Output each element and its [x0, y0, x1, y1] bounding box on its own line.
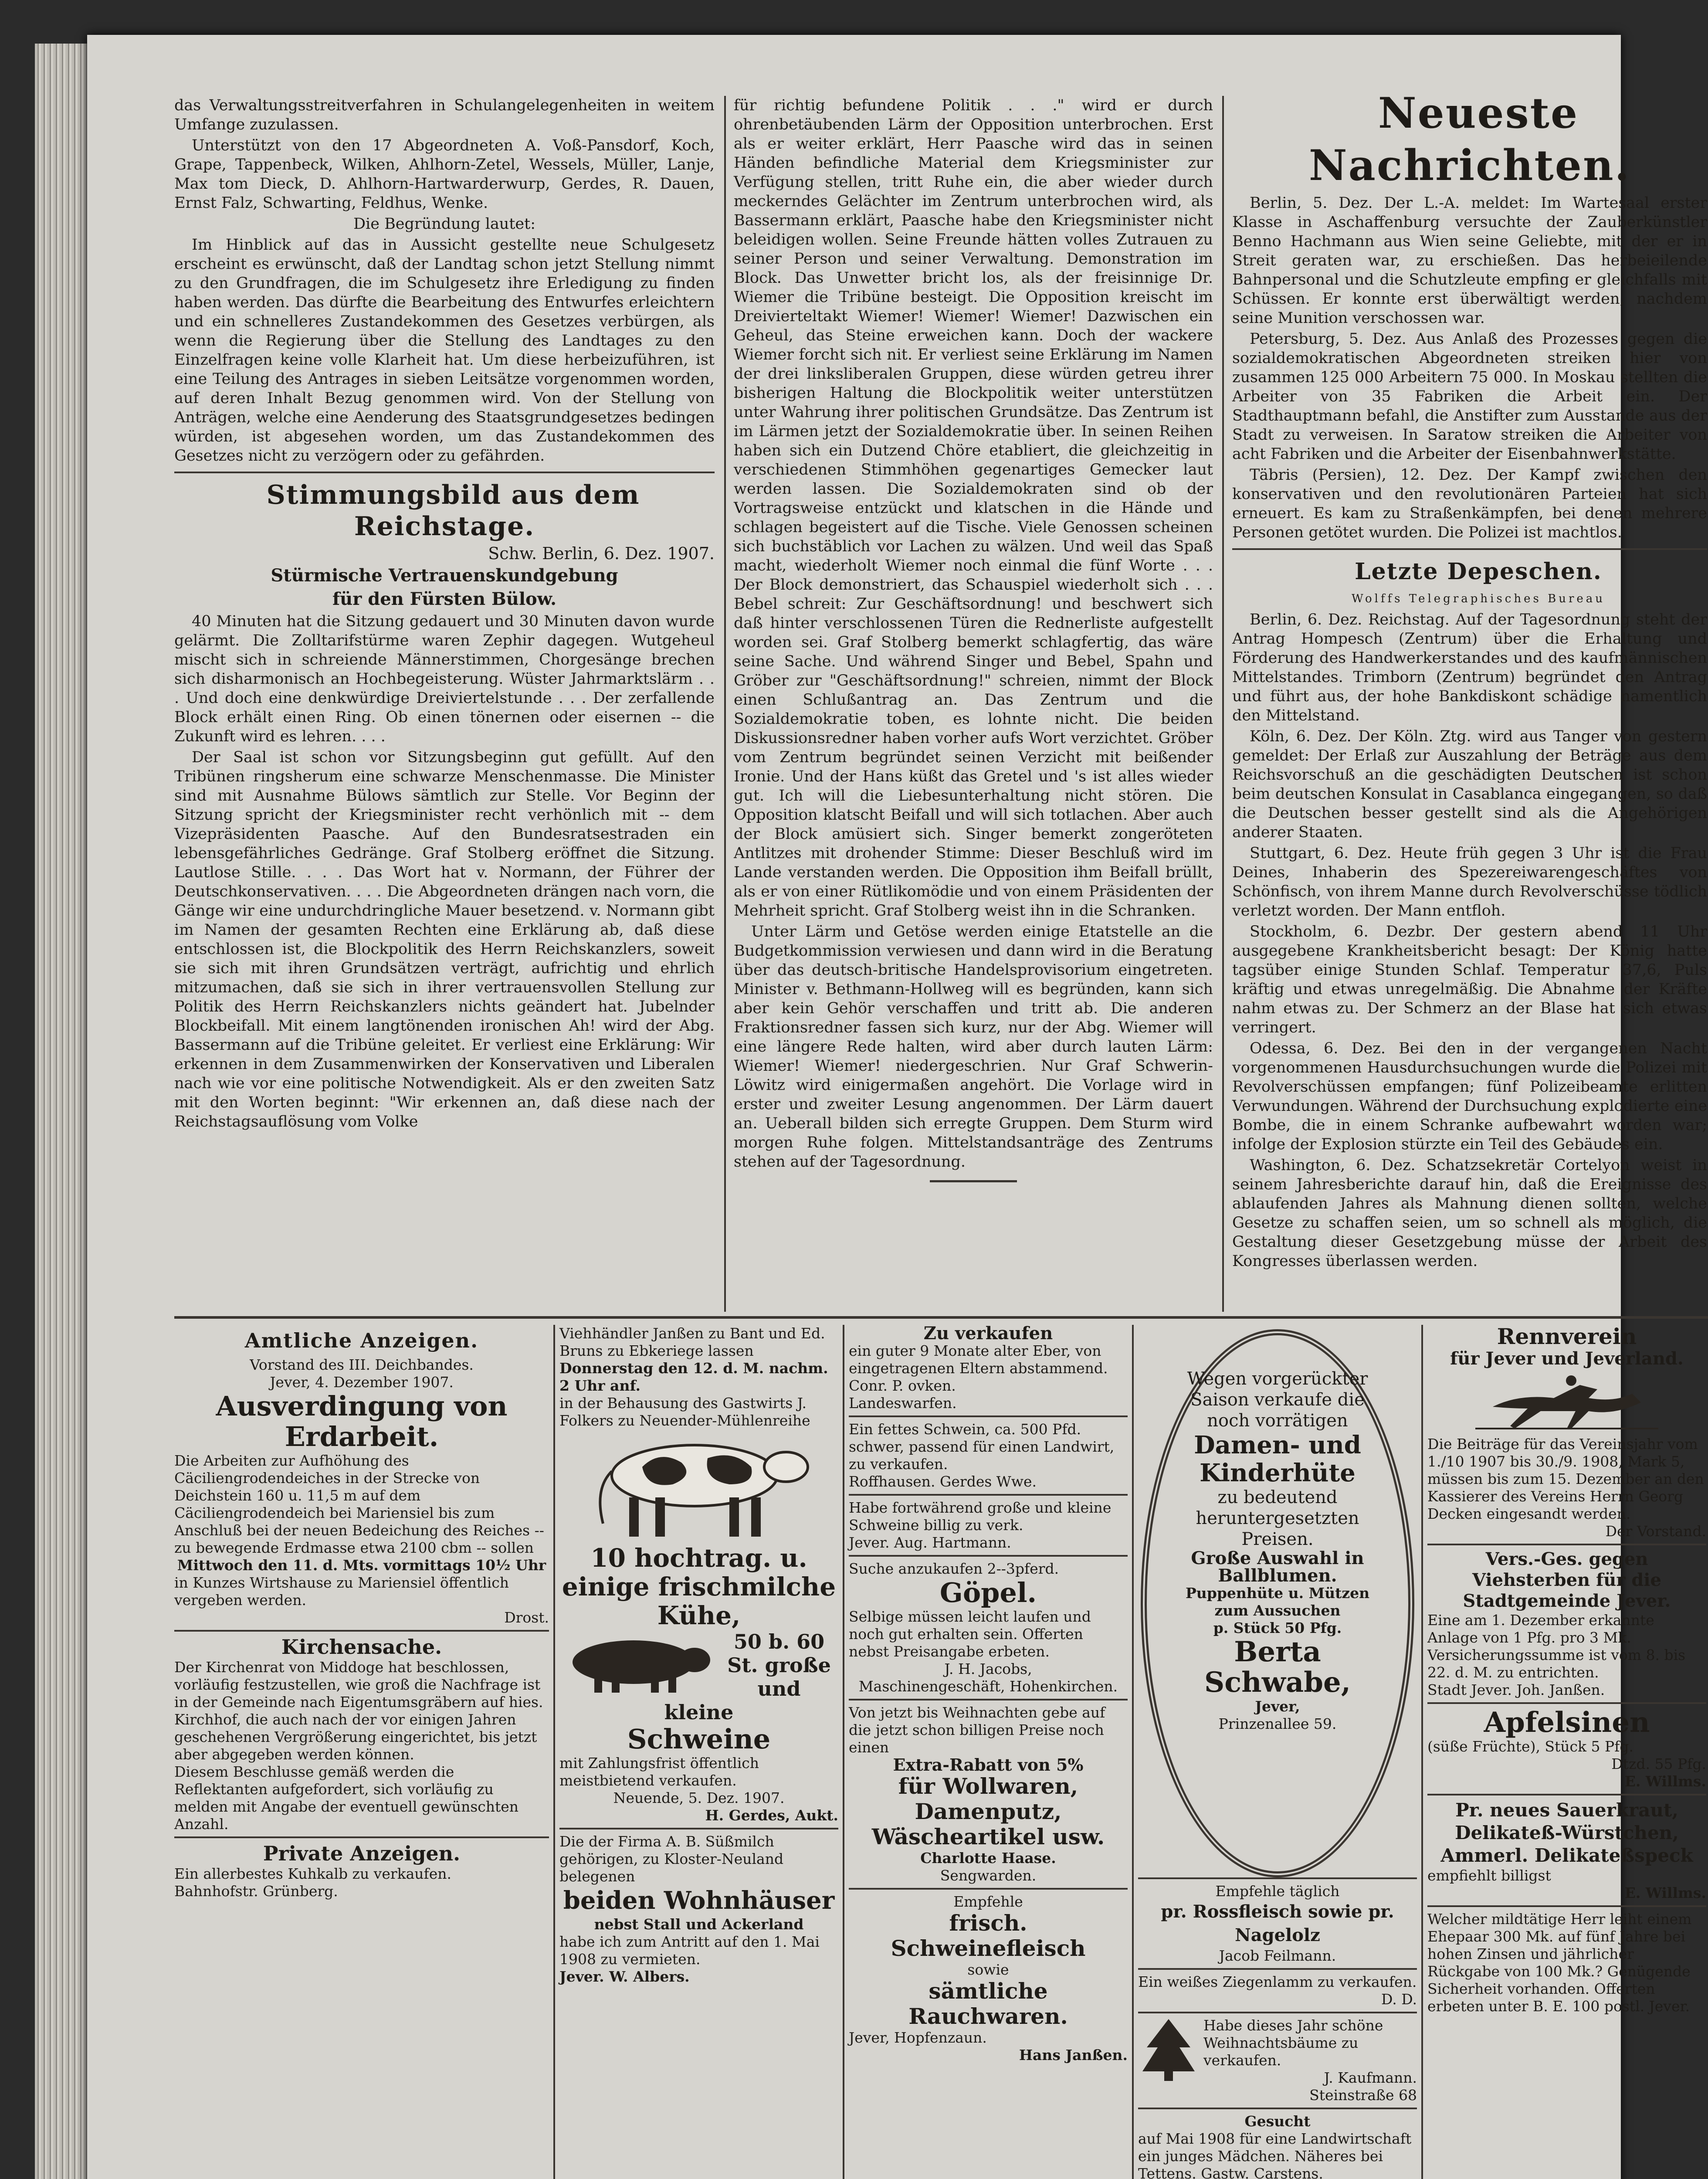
church-body: Der Kirchenrat von Middoge hat beschlossen, vorläufig festzustellen, wie groß die Nachfrage ist in der Gemeinde nach Eigentumsgräbern auf hies. Kirchhof, die auch nach der vor einigen Jahren geschehenen Vergrößerung eingerichtet, bis jetzt aber abgegeben werden können. [174, 1659, 543, 1763]
hat-ad [1169, 1368, 1386, 1733]
newspaper-page [87, 35, 1707, 2179]
sauerkraut-body: empfiehlt billigst [1427, 1867, 1551, 1884]
ad-column-2 [559, 1325, 838, 2179]
ad-divider [1138, 1877, 1417, 1879]
race-club-sign: Der Vorstand. [1605, 1523, 1706, 1540]
ad-divider [559, 1828, 838, 1829]
ad-column-3 [849, 1325, 1128, 2179]
rabatt-headline: für Wollwaren, Damenputz, Wäscheartikel usw. [871, 1773, 1105, 1850]
hat-l3: Puppenhüte u. Mützen zum Aussuchen [1185, 1585, 1370, 1619]
hat-street: Prinzenallee 59. [1218, 1715, 1337, 1732]
goepel-headline: Göpel. [939, 1577, 1037, 1609]
ad-divider [1138, 2012, 1417, 2013]
official-sign: Drost. [504, 1609, 549, 1626]
reichstag-subtitle-2: für den Fürsten Bülow. [332, 589, 557, 609]
boar-place: Landeswarfen. [849, 1395, 957, 1412]
hat-bold: Große Auswahl in Ballblumen. [1191, 1548, 1364, 1586]
small-ads-4 [1138, 1874, 1417, 2179]
trees-sign-2: Steinstraße 68 [1309, 2087, 1417, 2104]
wanted-body: auf Mai 1908 für eine Landwirtschaft ein junges Mädchen. Näheres bei [1138, 2130, 1412, 2165]
newest-news-title: Neueste Nachrichten. [1308, 88, 1631, 190]
oranges-body: (süße Früchte), Stück 5 Pfg. [1427, 1738, 1634, 1755]
rabatt-body: Von jetzt bis Weihnachten gebe auf die jetzt schon billigen Preise noch einen [849, 1704, 1105, 1756]
official-body: Die Arbeiten zur Aufhöhung des Cäciliengrodendeiches in der Strecke von Deichstein 160 u. 11,5 m auf dem Cäciliengrodendeich bei Mariensiel bis zum Anschluß bei der neuen Bedeichung des Reiches -- zu bewegende Erdmasse etwa 2100 cbm -- sollen [174, 1452, 544, 1556]
smoked-headline: sämtliche Rauchwaren. [908, 1978, 1068, 2029]
ad-rule-4 [1421, 1325, 1423, 2179]
cattle-date: Donnerstag den 12. d. M. nachm. 2 Uhr anf. [559, 1360, 828, 1394]
ad-divider [849, 1555, 1128, 1557]
cow-illustration [564, 1432, 834, 1541]
cattle-body: Viehhändler Janßen zu Bant und Ed. Bruns zu Ebkeriege lassen [559, 1325, 825, 1359]
tree-icon [1138, 2017, 1199, 2082]
houses-body: Die der Firma A. B. Süßmilch gehörigen, zu Kloster-Neuland belegenen [559, 1833, 784, 1885]
dispatch-koeln: Köln, 6. Dez. Der Köln. Ztg. wird aus Tanger von gestern gemeldet: Der Erlaß zur Auszahlung der Beträge aus dem Reichsvorschuß an die geschädigten Deutschen ist schon beim deutschen Konsulat in Casablanca eingegangen, so daß die Deutschen besser gestellt sind als die Angehörigen anderer Staaten. [1232, 728, 1707, 841]
hat-headline: Damen- und Kinderhüte [1194, 1431, 1361, 1487]
reichstag-final-paragraph: Unter Lärm und Getöse werden einige Etatstelle an die Budgetkommission verwiesen und dann wird in die Beratung über das deutsch-britische Handelsprovisorium eingetreten. Minister v. Bethmann-Hollweg will es begründen, kann sich aber kein Gehör verschaffen und tritt ab. Die anderen Fraktionsredner fassen sich kurz, nur der Abg. Wiemer will eine längere Rede halten, wird aber durch lauten Lärm: Wiemer! Wiemer! niedergeschrien. Nur Graf Schwerin-Löwitz wird einigermaßen angehört. Die Vorlage wird in erster und zweiter Lesung angenommen. Der Lärm dauert an. Ueberall bilden sich erregte Gruppen. Dem Sturm wird morgen Ruhe folgen. Mittelstandsanträge des Zentrums stehen auf der Tagesordnung. [734, 923, 1213, 1171]
oranges-headline: Apfelsinen [1484, 1706, 1650, 1739]
ad-divider [849, 1415, 1128, 1417]
insurance-title: Vers.-Ges. gegen Viehsterben für die Stadtgemeinde Jever. [1463, 1549, 1671, 1611]
reichstag-subtitle: Stürmische Vertrauenskundgebung [271, 565, 618, 586]
rabatt-bold: Extra-Rabatt von 5% [893, 1755, 1084, 1775]
dispatch-odessa: Odessa, 6. Dez. Bei den in der vergangenen Nacht vorgenommenen Hausdurchsuchungen wurde die Polizei mit Revolverschüssen empfangen; fünf Polizeibeamte erlitten Verwundungen. Während der Durchsuchung explodierte eine Bombe, die in einem Schranke aufbewahrt worden war; infolge der Explosion stürzte ein Teil des Gebäudes ein. [1232, 1040, 1707, 1153]
trees-body: Habe dieses Jahr schöne Weihnachtsbäume zu verkaufen. [1203, 2017, 1383, 2069]
cattle-body-2: in der Behausung des Gastwirts J. Folkers zu Neuender-Mühlenreihe [559, 1395, 810, 1429]
dispatch-berlin: Berlin, 6. Dez. Reichstag. Auf der Tagesordnung steht der Antrag Hompesch (Zentrum) über die Erhaltung und Förderung des Handwerkerstandes und des kaufmännischen Mittelstandes. Trimborn (Zentrum) begründet den Antrag und führt aus, der hohe Bankdiskont schädige namentlich den Mittelstand. [1232, 611, 1707, 724]
goepel-body: Selbige müssen leicht laufen und noch gut erhalten sein. Offerten nebst Preisangabe erbeten. [849, 1608, 1091, 1660]
calf-sign: Bahnhofstr. Grünberg. [174, 1883, 338, 1900]
goepel-sign-2: Maschinengeschäft, Hohenkirchen. [858, 1678, 1118, 1695]
meat-sign-2: Hans Janßen. [1019, 2047, 1128, 2064]
news-tabris: Täbris (Persien), 12. Dez. Der Kampf zwischen den konservativen und den revolutionären Parteien hat sich erneuert. Es kam zu Straßenkämpfen, bei denen mehrere Personen getötet wurden. Die Polizei ist machtlos. [1232, 466, 1707, 541]
ad-divider [849, 1699, 1128, 1700]
ad-divider [849, 1494, 1128, 1496]
school-text-end: das Verwaltungsstreitverfahren in Schulangelegenheiten in weitem Umfange zuzulassen. [174, 97, 715, 133]
fat-pig-body: Ein fettes Schwein, ca. 500 Pfd. schwer, passend für einen Landwirt, zu verkaufen. [849, 1421, 1115, 1473]
pigs-headline: Schweine [627, 1723, 771, 1755]
official-date: Mittwoch den 11. d. Mts. vormittags 10½ Uhr [177, 1557, 546, 1574]
horse-l1: Empfehle täglich [1215, 1883, 1340, 1900]
hat-l4: p. Stück 50 Pfg. [1213, 1619, 1342, 1636]
reichstag-continued: für richtig befundene Politik . . ." wird er durch ohrenbetäubenden Lärm der Opposition unterbrochen. Erst als er weiter erklärt, Herr Paasche wird das in seinen Händen befindliche Material dem Kriegsminister zur Verfügung stellen, tritt Ruhe ein, die aber wieder durch meckerndes Gelächter im Zentrum unterbrochen wird, als Bassermann erklärt, Paasche habe den Kriegsminister nicht beleidigen wollen. Seine Freunde hätten volles Zutrauen zu seiner Person und seiner Verwaltung. Demonstration im Block. Das Unwetter bricht los, als der freisinnige Dr. Wiemer die Tribüne besteigt. Die Opposition kreischt im Dreivierteltakt Wiemer! Wiemer! Wiemer! Dazwischen ein Geheul, das Steine erweichen kann. Doch der wackere Wiemer forcht sich nit. Er verliest seine Erklärung im Namen der drei linksliberalen Gruppen, diese würden getreu ihrer bisherigen Haltung die Blockpolitik weiter unterstützen unter Wahrung ihrer politischen Grundsätze. Das Zentrum ist im Lärmen jetzt der Sozialdemokratie über. In seinen Reihen haben sich ein Dutzend Chöre etabliert, die gleichzeitig in verschiedenen Stimmhöhen gegenartiges Gemecker laut werden lassen. Die Sozialdemokraten sind ob der Vortragsweise entzückt und klatschen in die Hände und schlagen begeistert auf die Tische. Viele Genossen scheinen sich buchstäblich vor Lachen zu wälzen. Und weil das Spaß macht, wiederholt Wiemer noch einmal die fünf Worte . . . Der Block demonstriert, das Schauspiel wiederholt sich . . . Bebel schreit: Zur Geschäftsordnung! und beschwert sich daß hinter verschlossenen Türen die Rednerliste aufgestellt worden sei. Graf Stolberg bemerkt schlagfertig, das wäre seine Sache. Und während Singer und Bebel, Spahn und Gröber zur "Geschäftsordnung!" schreien, nimmt der Block einen Schlußantrag an. Das Zentrum und die Sozialdemokratie toben, es lohnte nicht. Die beiden Diskussionsredner haben vorher aufs Wort verzichtet. Gröber vom Zentrum begründet seinen Verzicht mit beißender Ironie. Und der Hans küßt das Gretel und 's ist alles wieder gut. Ich will die Liebesunterhaltung nicht stören. Die Opposition klatscht Beifall und will sich totlachen. Aber auch der Block amüsiert sich. Singer bemerkt zongeröteten Antlitzes mit drohender Stimme: Dieser Beschluß wird im Lande verstanden werden. Die Opposition ihm Beifall brüllt, als er von einer Rütlikomödie und von einem Präsidenten der Mehrheit spricht. Graf Stolberg weist ihn in die Schranken. [734, 97, 1213, 920]
reasoning-heading: Die Begründung lautet: [353, 215, 535, 233]
official-l1: Vorstand des III. Deichbandes. [250, 1356, 474, 1373]
ads-top-rule [174, 1316, 1708, 1319]
wanted-head: Gesucht [1244, 2113, 1311, 2130]
ad-column-5 [1427, 1325, 1706, 2179]
reasoning-paragraph: Im Hinblick auf das in Aussicht gestellte neue Schulgesetz erscheint es erwünscht, daß der Landtag schon jetzt Stellung nimmt zu den Grundfragen, die im Schulgesetz ihre Erledigung zu finden haben werden. Das dürfte die Bearbeitung des Entwurfes erleichtern und ein schnelleres Zustandekommen des Gesetzes verbürgen, als wenn die Regierung über die Stellung des Landtages zu den Einzelfragen keine volle Klarheit hat. Um diese herbeizuführen, ist eine Teilung des Antrages in sieben Leitsätze vorgenommen worden, auf deren Inhalt Bezug genommen wird. Von der Stellung von Anträgen, welche eine Aenderung des Staatsgrundgesetzes bedingen würden, ist abgesehen worden, um das Zustandekommen des Gesetzes nicht zu verzögern oder zu gefährden. [174, 236, 715, 465]
article-divider [174, 472, 715, 473]
houses-body-2: habe ich zum Antritt auf den 1. Mai 1908 zu vermieten. [559, 1933, 820, 1968]
hat-name: Berta Schwabe, [1204, 1636, 1351, 1699]
cows-headline: 10 hochtrag. u. einige frischmilche Kühe, [562, 1543, 836, 1630]
insurance-body: Eine am 1. Dezember erkannte Anlage von 1 Pfg. pro 3 Mk. Versicherungssumme ist vom 8. bis 22. d. M. zu entrichten. [1427, 1612, 1686, 1681]
goat-sign: D. D. [1381, 1991, 1417, 2008]
ad-divider [1138, 2108, 1417, 2109]
church-body-2: Diesem Beschlusse gemäß werden die Reflektanten aufgefordert, sich vorläufig zu melden mit Angabe der eventuell gewünschten Anzahl. [174, 1763, 519, 1833]
ad-rule-2 [843, 1325, 844, 2179]
dispatch-stockholm: Stockholm, 6. Dezbr. Der gestern abend 11 Uhr ausgegebene Krankheitsbericht besagt: Der König hatte tagsüber einige Stunden Schlaf. Temperatur 37,6, Puls kräftig und etwas unregelmäßig. Die Abnahme der Kräfte nahm etwas zu. Der Schmerz an der Blase hat sich etwas verringert. [1232, 923, 1707, 1036]
reichstag-article-title: Stimmungsbild aus dem Reichstage. [266, 480, 640, 542]
cattle-body-3: mit Zahlungsfrist öffentlich meistbietend verkaufen. [559, 1755, 759, 1789]
ad-rule-3 [1132, 1325, 1134, 2179]
column-rule-1 [724, 96, 726, 1312]
ad-divider [1427, 1544, 1706, 1545]
wanted-sign: Tettens. Gastw. Carstens. [1138, 2165, 1323, 2179]
column-rule-2 [1222, 96, 1224, 1312]
goepel-sign: J. H. Jacobs, [944, 1660, 1032, 1677]
private-ads-title: Private Anzeigen. [263, 1842, 461, 1865]
end-rule [930, 1180, 1017, 1182]
pig-illustration [559, 1632, 716, 1697]
official-l2: Jever, 4. Dezember 1907. [270, 1374, 454, 1391]
ad-divider [849, 1888, 1128, 1890]
column-3 [1232, 87, 1707, 1307]
meat-l2: sowie [967, 1961, 1009, 1978]
column-1 [174, 96, 715, 1307]
agency-name: Wolffs Telegraphisches Bureau [1351, 592, 1606, 605]
reichstag-paragraph-2: Der Saal ist schon vor Sitzungsbeginn gut gefüllt. Auf den Tribünen ringsherum eine schwarze Menschenmasse. Die Minister sind mit Ausnahme Bülows sämtlich zur Stelle. Vor Beginn der Sitzung spricht der Kriegsminister recht verhönlich mit -- dem Vizepräsidenten Paasche. Auf den Bundesratsestraden ein lebensgefährliches Gedränge. Graf Stolberg eröffnet die Sitzung. Lautlose Stille. . . . Das Wort hat v. Normann, der Führer der Deutschkonservativen. . . . Die Abgeordneten drängen nach vorn, die Gänge wir eine undurchdringliche Mauer besetzend. v. Normann gibt im Namen der gesamten Rechten eine Erklärung ab, daß diese entschlossen ist, die Blockpolitik des Herrn Reichskanzlers, soweit sie sich mit ihren Grundsätzen verträgt, aufrichtig und ehrlich mitzumachen, daß sie sich in ihrer vertrauensvollen Stellung zur Politik des Herrn Reichskanzlers nichts geändert hat. Jubelnder Blockbeifall. Mit einem langtönenden ironischen Ah! wird der Abg. Bassermann auf die Tribüne geleitet. Er verliest eine Erklärung: Wir erkennen in dem Zusammenwirken der Konservativen und Liberalen nach wie vor eine politische Notwendigkeit. Als er den zweiten Satz mit den Worten beginnt: "Wir erkennen an, daß diese nach der Reichstagsauflösung vom Volke [174, 749, 715, 1130]
calf-body: Ein allerbestes Kuhkalb zu verkaufen. [174, 1865, 452, 1882]
news-berlin: Berlin, 5. Dez. Der L.-A. meldet: Im Wartesaal erster Klasse in Aschaffenburg versuchte der Zauberkünstler Benno Hachmann aus Wien seine Geliebte, mit der er in Streit geraten war, zu erschießen. Das herbeieilende Bahnpersonal und die Schutzleute empfing er gleichfalls mit Schüssen. Er konnte erst überwältigt werden, nachdem seine Munition verschossen war. [1232, 194, 1707, 327]
insurance-sign: Stadt Jever. Joh. Janßen. [1427, 1681, 1605, 1698]
reichstag-paragraph-1: 40 Minuten hat die Sitzung gedauert und 30 Minuten davon wurde gelärmt. Die Zolltarifstürme waren Zephir dagegen. Wutgeheul mischt sich in schreiende Männerstimmen, Chorgesänge brechen sich disharmonisch an Hochbegeisterung. Wüster Jahrmarktslärm . . . Und doch eine denkwürdige Dreiviertelstunde . . . Der zerfallende Block erhält einen Ring. Ob einen tönernen oder eisernen -- die Zukunft wird es lehren. . . . [174, 613, 715, 745]
goepel-l1: Suche anzukaufen 2--3pferd. [849, 1560, 1059, 1577]
ad-divider [1427, 1794, 1706, 1795]
dispatch-stuttgart: Stuttgart, 6. Dez. Heute früh gegen 3 Uhr ist die Frau Deines, Inhaberin des Spezereiwarengeschäftes von Schönfisch, von ihrem Manne durch Revolverschüsse tödlich verletzt worden. Der Mann entfloh. [1232, 845, 1707, 920]
ad-divider [1138, 1968, 1417, 1970]
houses-headline: beiden Wohnhäuser [563, 1886, 835, 1915]
loan-body: Welcher mildtätige Herr leiht einem Ehepaar 300 Mk. auf fünf Jahre bei hohen Zinsen und jährlicher Rückgabe von 100 Mk.? Genügende Sicherheit vorhanden. Offerten erbeten unter B. E. 100 postl. Jever. [1427, 1911, 1692, 2015]
fat-pig-sign: Roffhausen. Gerdes Wwe. [849, 1473, 1037, 1490]
horse-rider-illustration [1475, 1372, 1658, 1433]
ad-divider [1427, 1905, 1706, 1907]
oranges-sign: E. Willms. [1624, 1773, 1706, 1790]
ad-divider [1427, 1702, 1706, 1704]
sauerkraut-sign: E. Willms. [1624, 1884, 1706, 1901]
news-divider [1232, 548, 1707, 550]
ad-rule-1 [553, 1325, 555, 2179]
goat-body: Ein weißes Ziegenlamm zu verkaufen. [1138, 1973, 1417, 1990]
race-club-title-2: für Jever und Jeverland. [1450, 1348, 1684, 1369]
hat-l2: zu bedeutend heruntergesetzten Preisen. [1196, 1487, 1359, 1549]
horse-sign: Jacob Feilmann. [1219, 1947, 1336, 1964]
meat-headline: frisch. Schweinefleisch [891, 1910, 1086, 1961]
dispatch-washington: Washington, 6. Dez. Schatzsekretär Cortelyon weist in seinem Jahresberichte darauf hin, daß die Ereignisse des ablaufenden Jahres als Mahnung dienen sollten, welche Gesetze zu schaffen seien, um so schnell als möglich, die Gestaltung dieser Gesetzgebung müsse der Arbeit des Kongresses überlassen werden. [1232, 1157, 1707, 1270]
boar-body: ein guter 9 Monate alter Eber, von eingetragenen Eltern abstammend. Conr. P. ovken. [849, 1342, 1108, 1394]
race-club-body: Die Beiträge für das Vereinsjahr vom 1./10 1907 bis 30./9. 1908, Mark 5, müssen bis zum 15. Dezember an den Kassierer des Vereins Herrn Georg Decken eingesandt werden. [1427, 1436, 1704, 1522]
cattle-date-line: Neuende, 5. Dez. 1907. [613, 1789, 785, 1806]
hat-l1: Wegen vorgerückter Saison verkaufe die noch vorrätigen [1187, 1369, 1368, 1431]
supporters-paragraph: Unterstützt von den 17 Abgeordneten A. Voß-Pansdorf, Koch, Grape, Tappenbeck, Wilken, Ahlhorn-Zetel, Wessels, Müller, Lanje, Max tom Dieck, D. Ahlhorn-Hartwarderwurp, Gerdes, R. Dauen, Ernst Falz, Schwarting, Feldhus, Wenke. [174, 137, 715, 212]
rabatt-place: Sengwarden. [940, 1867, 1037, 1884]
news-petersburg: Petersburg, 5. Dez. Aus Anlaß des Prozesses gegen die sozialdemokratischen Abgeordneten streiken hier von zusammen 125 000 Arbeitern 75 000. In Moskau stellten die Arbeiter von 35 Fabriken die Arbeit ein. Der Stadthauptmann befahl, die Anstifter zum Ausstande aus der Stadt zu verweisen. In Saratow streiken die Arbeiter von acht Fabriken und die Arbeiter der Eisenbahnwerkstätte. [1232, 330, 1707, 463]
ad-divider [174, 1630, 549, 1632]
rabatt-sign: Charlotte Haase. [920, 1850, 1056, 1867]
ad-column-4 [1138, 1325, 1417, 2179]
pigs-hartmann-body: Habe fortwährend große und kleine Schweine billig zu verk. [849, 1499, 1112, 1534]
hat-place: Jever, [1255, 1698, 1300, 1715]
pigs-count: 50 b. 60 St. große und kleine [664, 1630, 831, 1724]
meat-l1: Empfehle [953, 1893, 1023, 1910]
houses-sign: Jever. W. Albers. [559, 1968, 690, 1985]
official-title: Ausverdingung von Erdarbeit. [216, 1390, 508, 1453]
pigs-hartmann-sign: Jever. Aug. Hartmann. [849, 1534, 1011, 1551]
church-title: Kirchensache. [281, 1635, 442, 1659]
meat-sign: Jever, Hopfenzaun. [849, 2029, 987, 2046]
sale-head: Zu verkaufen [923, 1323, 1053, 1344]
cattle-sign: H. Gerdes, Aukt. [705, 1807, 838, 1824]
official-ads-title: Amtliche Anzeigen. [244, 1329, 479, 1352]
ad-column-1 [174, 1325, 549, 2179]
trees-sign: J. Kaufmann. [1324, 2069, 1417, 2086]
horse-headline: pr. Rossfleisch sowie pr. Nagelolz [1161, 1901, 1394, 1945]
sauerkraut-headline: Pr. neues Sauerkraut, Delikateß-Würstchen, Ammerl. Delikateßspeck [1440, 1799, 1693, 1866]
ad-divider [174, 1836, 549, 1838]
reichstag-byline: Schw. Berlin, 6. Dez. 1907. [488, 544, 715, 563]
race-club-title: Rennverein [1497, 1324, 1637, 1349]
oranges-body-2: Dtzd. 55 Pfg. [1611, 1755, 1706, 1772]
column-2 [734, 96, 1213, 1273]
houses-bold: nebst Stall und Ackerland [594, 1916, 804, 1933]
last-dispatches-title: Letzte Depeschen. [1355, 558, 1602, 585]
official-body-2: in Kunzes Wirtshause zu Mariensiel öffentlich vergeben werden. [174, 1574, 509, 1609]
